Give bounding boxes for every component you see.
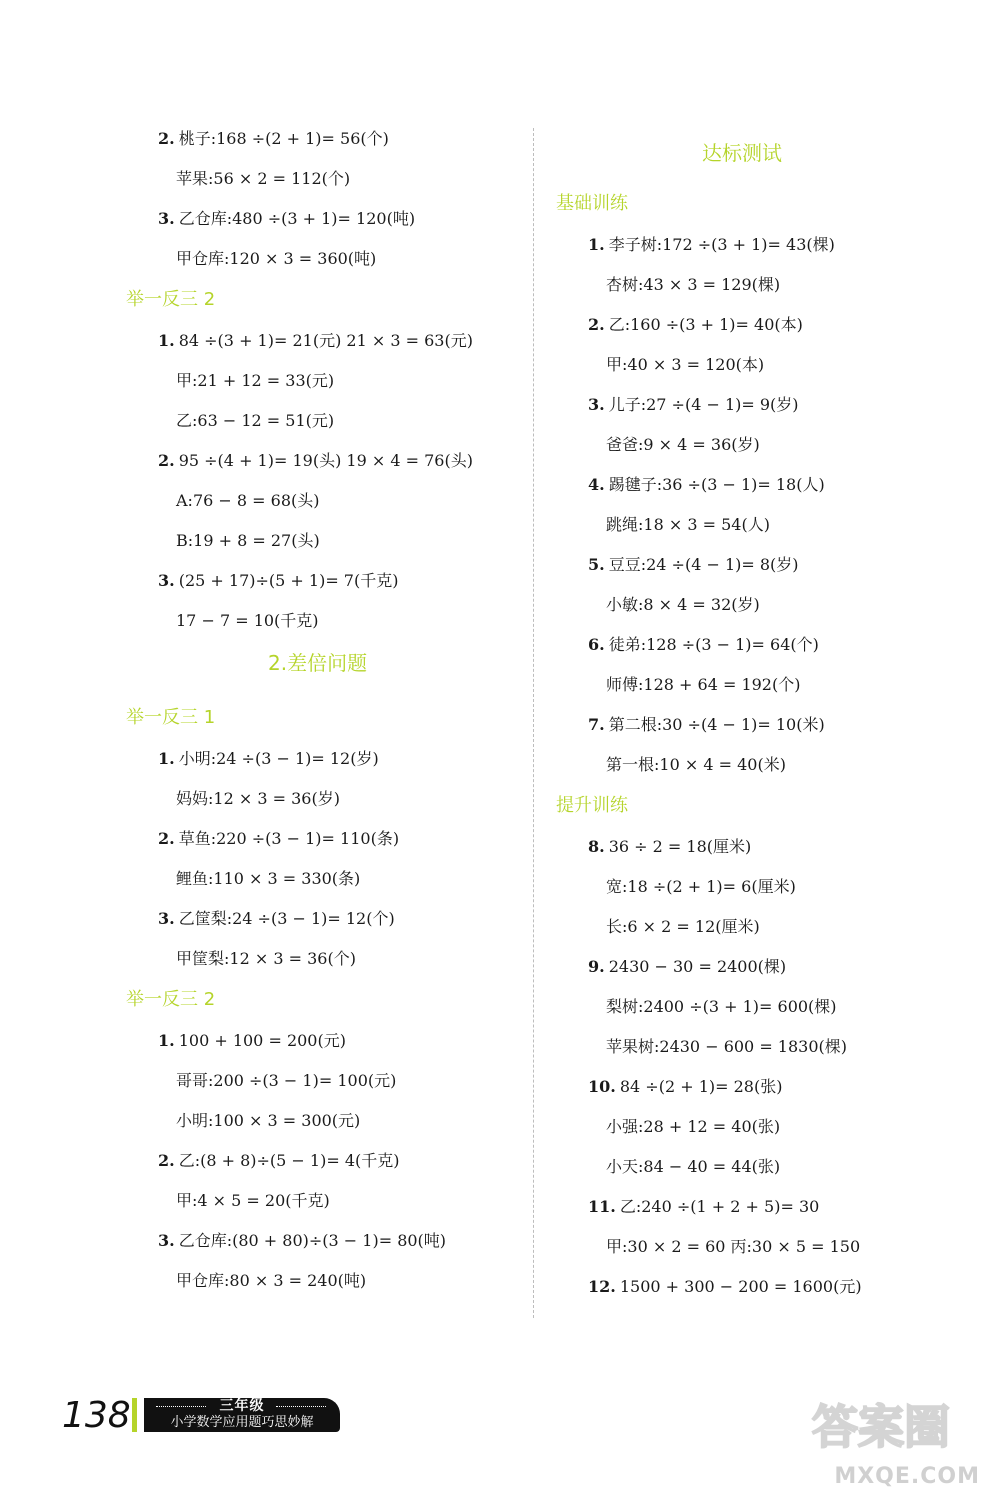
book-title: 小学数学应用题巧思妙解	[170, 1415, 314, 1430]
answer-item	[158, 1231, 446, 1251]
answer-number: 2.	[588, 315, 605, 334]
answer-text: 徒弟:128 ÷(3 − 1)= 64(个)	[608, 635, 819, 654]
answer-number: 4.	[588, 475, 605, 494]
subsection-label: 举一反三 1	[126, 707, 216, 728]
answer-text: 草鱼:220 ÷(3 − 1)= 110(条)	[178, 829, 400, 848]
answer-item	[158, 1031, 346, 1051]
answer-subline	[606, 275, 780, 295]
answer-text: 乙:160 ÷(3 + 1)= 40(本)	[608, 315, 803, 334]
answer-item	[588, 837, 751, 857]
answer-subline	[606, 1157, 780, 1177]
answer-text: 乙:240 ÷(1 + 2 + 5)= 30	[619, 1197, 820, 1216]
answer-text: 苹果:56 × 2 = 112(个)	[176, 169, 351, 188]
answer-text: 乙仓库:(80 + 80)÷(3 − 1)= 80(吨)	[178, 1231, 447, 1250]
answer-text: 甲仓库:120 × 3 = 360(吨)	[176, 249, 377, 268]
answer-text: 36 ÷ 2 = 18(厘米)	[608, 837, 752, 856]
answer-subline	[606, 877, 796, 897]
answer-text: 杏树:43 × 3 = 129(棵)	[606, 275, 781, 294]
answer-item	[158, 331, 473, 351]
answer-subline	[176, 869, 360, 889]
answer-text: 17 − 7 = 10(千克)	[176, 611, 319, 630]
answer-item	[588, 475, 825, 495]
answer-text: 乙:(8 + 8)÷(5 − 1)= 4(千克)	[178, 1151, 400, 1170]
answer-text: 95 ÷(4 + 1)= 19(头) 19 × 4 = 76(头)	[178, 451, 473, 470]
answer-text: 师傅:128 + 64 = 192(个)	[606, 675, 801, 694]
answer-subline	[606, 1037, 847, 1057]
answer-number: 8.	[588, 837, 605, 856]
answer-item	[158, 209, 415, 229]
answer-item	[588, 395, 799, 415]
answer-subline	[606, 675, 800, 695]
answer-text: 84 ÷(3 + 1)= 21(元) 21 × 3 = 63(元)	[178, 331, 473, 350]
answer-text: 苹果树:2430 − 600 = 1830(棵)	[606, 1037, 848, 1056]
answer-item	[588, 555, 799, 575]
answer-number: 3.	[158, 1231, 175, 1250]
answer-text: 甲:21 + 12 = 33(元)	[176, 371, 335, 390]
answer-text: 100 + 100 = 200(元)	[178, 1031, 346, 1050]
answer-text: 宽:18 ÷(2 + 1)= 6(厘米)	[606, 877, 796, 896]
answer-text: 鲤鱼:110 × 3 = 330(条)	[176, 869, 361, 888]
answer-text: 妈妈:12 × 3 = 36(岁)	[176, 789, 340, 808]
answer-item	[588, 315, 803, 335]
answer-text: 乙:63 − 12 = 51(元)	[176, 411, 335, 430]
answer-text: 儿子:27 ÷(4 − 1)= 9(岁)	[608, 395, 799, 414]
answer-subline	[606, 515, 770, 535]
answer-number: 2.	[158, 129, 175, 148]
answer-text: 哥哥:200 ÷(3 − 1)= 100(元)	[176, 1071, 397, 1090]
answer-number: 6.	[588, 635, 605, 654]
answer-subline	[606, 1237, 860, 1257]
answer-text: 长:6 × 2 = 12(厘米)	[606, 917, 760, 936]
answer-subline	[176, 249, 376, 269]
answer-subline	[176, 371, 334, 391]
answer-text: 甲:4 × 5 = 20(千克)	[176, 1191, 330, 1210]
answer-text: 2430 − 30 = 2400(棵)	[608, 957, 787, 976]
answer-subline	[606, 435, 760, 455]
answer-number: 2.	[158, 1151, 175, 1170]
answer-subline	[606, 997, 837, 1017]
answer-text: 小明:24 ÷(3 − 1)= 12(岁)	[178, 749, 379, 768]
answer-text: B:19 + 8 = 27(头)	[176, 531, 320, 550]
answer-item	[158, 451, 473, 471]
answer-text: 第一根:10 × 4 = 40(米)	[606, 755, 786, 774]
answer-subline	[176, 1271, 366, 1291]
answer-subline	[606, 755, 786, 775]
answer-item	[158, 1151, 400, 1171]
answer-text: 跳绳:18 × 3 = 54(人)	[606, 515, 770, 534]
answer-text: 豆豆:24 ÷(4 − 1)= 8(岁)	[608, 555, 799, 574]
subsection-label: 举一反三 2	[126, 989, 216, 1010]
section-heading: 2.差倍问题	[268, 651, 368, 675]
answer-text: 小明:100 × 3 = 300(元)	[176, 1111, 361, 1130]
answer-item	[588, 235, 835, 255]
answer-text: (25 + 17)÷(5 + 1)= 7(千克)	[178, 571, 399, 590]
subsection-label: 提升训练	[556, 795, 628, 816]
answer-text: 第二根:30 ÷(4 − 1)= 10(米)	[608, 715, 825, 734]
answer-number: 2.	[158, 829, 175, 848]
answer-number: 7.	[588, 715, 605, 734]
answer-text: 甲筐梨:12 × 3 = 36(个)	[176, 949, 356, 968]
answer-number: 2.	[158, 451, 175, 470]
answer-text: 小敏:8 × 4 = 32(岁)	[606, 595, 760, 614]
watermark-logo	[806, 1393, 986, 1455]
page-number: 138	[62, 1395, 131, 1436]
answer-text: 小天:84 − 40 = 44(张)	[606, 1157, 781, 1176]
answer-number: 1.	[158, 331, 175, 350]
answer-item	[588, 1277, 862, 1297]
answer-item	[158, 571, 398, 591]
answer-text: 甲:40 × 3 = 120(本)	[606, 355, 765, 374]
watermark-logo-text: 答案圈	[812, 1400, 950, 1454]
answer-item	[588, 715, 825, 735]
answer-number: 10.	[588, 1077, 616, 1096]
answer-text: 乙仓库:480 ÷(3 + 1)= 120(吨)	[178, 209, 416, 228]
answer-subline	[606, 1117, 780, 1137]
answer-subline	[176, 1111, 360, 1131]
watermark	[796, 1393, 986, 1489]
answer-item	[588, 1077, 782, 1097]
answer-subline	[176, 1071, 396, 1091]
answer-text: 84 ÷(2 + 1)= 28(张)	[619, 1077, 783, 1096]
answer-item	[158, 129, 389, 149]
answer-subline	[606, 917, 760, 937]
subsection-label: 基础训练	[556, 193, 628, 214]
answer-subline	[176, 169, 350, 189]
answer-text: 小强:28 + 12 = 40(张)	[606, 1117, 781, 1136]
answer-number: 1.	[588, 235, 605, 254]
grade-label: 三年级	[219, 1398, 265, 1414]
answer-subline	[176, 411, 334, 431]
answer-text: 桃子:168 ÷(2 + 1)= 56(个)	[178, 129, 389, 148]
answer-text: 踢毽子:36 ÷(3 − 1)= 18(人)	[608, 475, 825, 494]
answer-text: 甲:30 × 2 = 60 丙:30 × 5 = 150	[606, 1237, 861, 1256]
answer-subline	[176, 1191, 330, 1211]
answer-item	[588, 957, 786, 977]
page-footer	[60, 1394, 360, 1438]
answer-number: 1.	[158, 1031, 175, 1050]
subsection-label: 举一反三 2	[126, 289, 216, 310]
answer-item	[158, 909, 395, 929]
answer-number: 1.	[158, 749, 175, 768]
answer-item	[588, 1197, 819, 1217]
answer-number: 3.	[158, 209, 175, 228]
answer-text: 1500 + 300 − 200 = 1600(元)	[619, 1277, 862, 1296]
answer-text: A:76 − 8 = 68(头)	[176, 491, 320, 510]
section-heading: 达标测试	[702, 141, 782, 165]
answer-text: 乙筐梨:24 ÷(3 − 1)= 12(个)	[178, 909, 395, 928]
answer-text: 甲仓库:80 × 3 = 240(吨)	[176, 1271, 367, 1290]
answer-item	[158, 749, 379, 769]
answer-number: 11.	[588, 1197, 616, 1216]
answer-number: 3.	[158, 909, 175, 928]
answer-subline	[606, 595, 760, 615]
answer-text: 爸爸:9 × 4 = 36(岁)	[606, 435, 760, 454]
answer-number: 12.	[588, 1277, 616, 1296]
answer-item	[588, 635, 819, 655]
answer-subline	[176, 611, 319, 631]
answer-subline	[606, 355, 764, 375]
answer-number: 5.	[588, 555, 605, 574]
answer-subline	[176, 491, 320, 511]
answer-text: 李子树:172 ÷(3 + 1)= 43(棵)	[608, 235, 835, 254]
answer-number: 9.	[588, 957, 605, 976]
page-number-accent-bar	[132, 1398, 137, 1432]
answer-subline	[176, 789, 340, 809]
answer-subline	[176, 531, 320, 551]
answer-subline	[176, 949, 356, 969]
answer-item	[158, 829, 399, 849]
answer-number: 3.	[158, 571, 175, 590]
answer-text: 梨树:2400 ÷(3 + 1)= 600(棵)	[606, 997, 837, 1016]
column-divider	[533, 128, 534, 1318]
answer-number: 3.	[588, 395, 605, 414]
book-badge	[144, 1398, 340, 1432]
watermark-site: MXQE.COM	[834, 1464, 980, 1489]
